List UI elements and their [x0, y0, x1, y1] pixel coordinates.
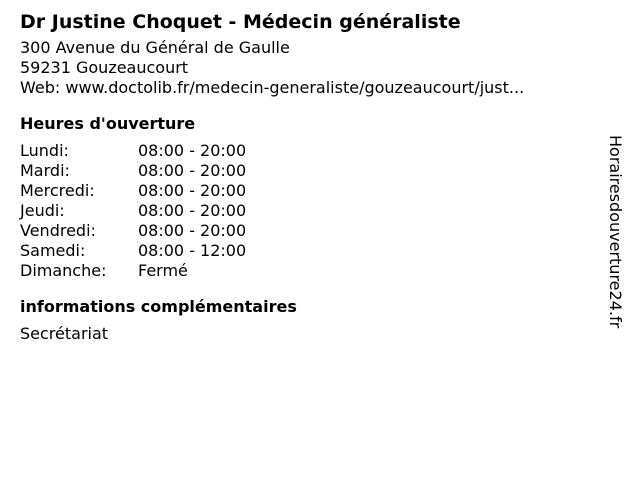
site-watermark: Horairesdouverture24.fr: [606, 135, 625, 329]
day-label: Vendredi:: [20, 221, 96, 240]
time-range: 08:00 - 20:00: [138, 141, 247, 160]
day-label: Samedi:: [20, 241, 86, 260]
time-range: 08:00 - 20:00: [138, 201, 247, 220]
hours-row: [20, 141, 246, 161]
time-range: 08:00 - 20:00: [138, 181, 247, 200]
time-range: 08:00 - 20:00: [138, 161, 247, 180]
hours-row: [20, 201, 246, 221]
info-text: Secrétariat: [20, 324, 109, 343]
address-street: 300 Avenue du Général de Gaulle: [20, 38, 290, 57]
day-label: Mercredi:: [20, 181, 95, 200]
website-link[interactable]: Web: www.doctolib.fr/medecin-generaliste/gouzeaucourt/just...: [20, 78, 525, 97]
hours-row: [20, 161, 246, 181]
time-range: 08:00 - 12:00: [138, 241, 247, 260]
time-range: Fermé: [138, 261, 188, 280]
hours-row: [20, 241, 246, 261]
hours-heading: Heures d'ouverture: [20, 114, 196, 133]
hours-row: [20, 221, 246, 241]
day-label: Lundi:: [20, 141, 69, 160]
business-card: [20, 8, 600, 344]
address-block: [20, 38, 600, 98]
hours-row: [20, 181, 246, 201]
day-label: Jeudi:: [20, 201, 65, 220]
address-city: 59231 Gouzeaucourt: [20, 58, 189, 77]
info-heading: informations complémentaires: [20, 297, 297, 316]
page-title: Dr Justine Choquet - Médecin généraliste: [20, 11, 461, 33]
day-label: Mardi:: [20, 161, 70, 180]
day-label: Dimanche:: [20, 261, 107, 280]
hours-table: [20, 141, 246, 281]
time-range: 08:00 - 20:00: [138, 221, 247, 240]
hours-row: [20, 261, 246, 281]
